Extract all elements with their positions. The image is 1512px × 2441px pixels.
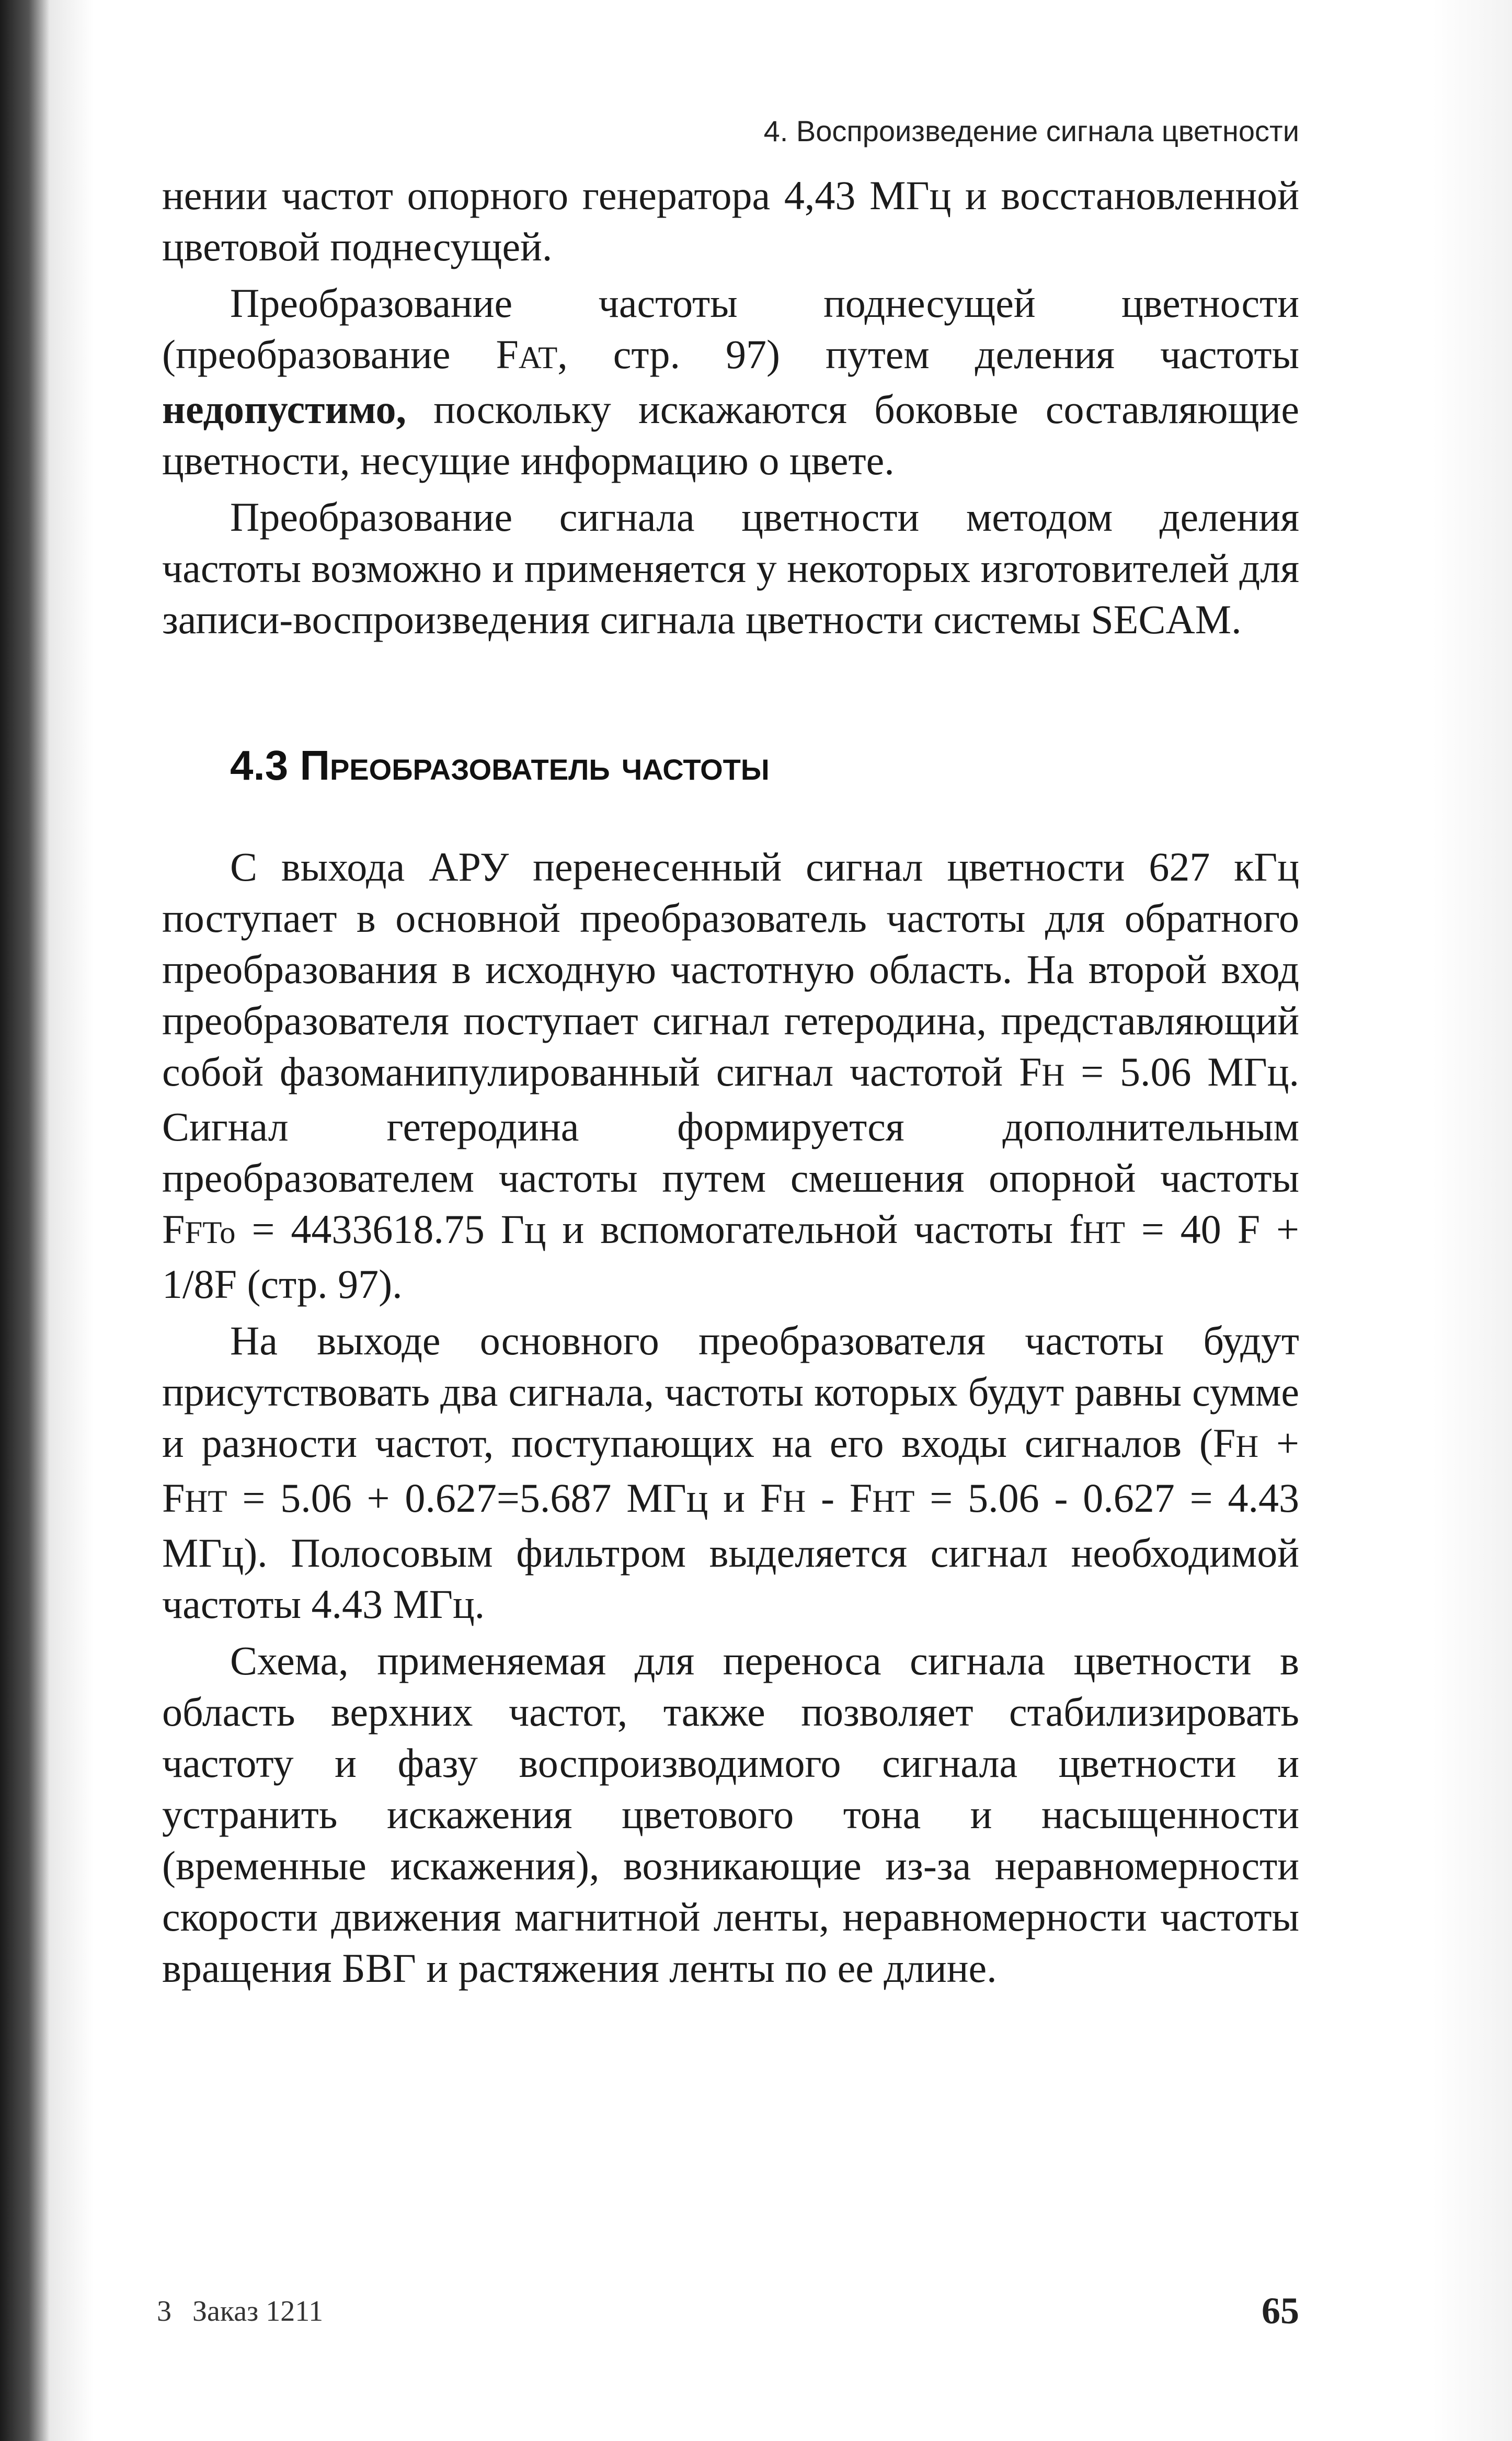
section-heading xyxy=(230,739,1299,792)
running-head: 4. Воспроизведение сигнала цветности xyxy=(763,115,1299,147)
printer-signature xyxy=(157,2295,323,2328)
paragraph-continuation: нении частот опорного генератора 4,43 МГц и восстановленной цветовой поднесущей. xyxy=(162,173,1299,269)
text-run: На выходе основного преобразователя частоты будут присутствовать два сигнала, частоты которых будут равны сумме и разности частот, поступающих на его входы сигналов (F xyxy=(162,1318,1299,1466)
subscript: Н xyxy=(783,1484,806,1519)
text-run: С выхода АРУ перенесенный сигнал цветности 627 кГц поступает в основной преобразователь частоты для обратного преобразования в исходную частотную область. На второй вход преобразователя поступает сигнал гетеродина, представляющий собой фазоманипулированный сигнал частотой F xyxy=(162,844,1299,1094)
text-run: = 40 F + 1/8F (стр. 97). xyxy=(162,1206,1299,1307)
paragraph-secam: Преобразование сигнала цветности методом деления частоты возможно и применяется у некоторых изготовителей для записи-воспроизведения сигнала цветности системы SECAM. xyxy=(162,494,1299,642)
text-run: = 5.06 МГц. Сигнал гетеродина формируется дополнительным преобразователем частоты путем смешения опорной частоты F xyxy=(162,1049,1299,1252)
signature-number: 3 xyxy=(157,2295,171,2328)
subscript: НТ xyxy=(185,1484,227,1519)
text-run: - F xyxy=(806,1475,873,1521)
text-run: поскольку искажаются боковые составляющие цветности, несущие информацию о цвете. xyxy=(162,386,1299,483)
subscript: НТ xyxy=(872,1484,915,1519)
subscript: HT xyxy=(1082,1215,1125,1250)
paragraph-converter-output xyxy=(162,1315,1299,1630)
text-run: Преобразование частоты поднесущей цветности (преобразование F xyxy=(162,280,1299,377)
paragraph-agc-output xyxy=(162,841,1299,1310)
subscript: Н xyxy=(1235,1429,1259,1464)
binding-shadow xyxy=(0,0,50,2441)
text-run: = 5.06 + 0.627=5.687 МГц и F xyxy=(227,1475,783,1521)
subscript: FTo xyxy=(185,1215,236,1250)
order-number: Заказ 1211 xyxy=(192,2295,324,2328)
emphasis-bold: недопустимо, xyxy=(162,386,407,432)
paragraph-frequency-division xyxy=(162,278,1299,486)
section-number: 4.3 xyxy=(230,742,289,789)
section-title: Преобразователь частоты xyxy=(300,742,770,789)
text-run: + F xyxy=(162,1420,1299,1521)
text-run: = 5.06 - 0.627 = 4.43 МГц). Полосовым фильтром выделяется сигнал необходимой частоты 4.43 МГц. xyxy=(162,1475,1299,1627)
page-number: 65 xyxy=(1262,2290,1299,2332)
text-run: , стр. 97) путем деления частоты xyxy=(557,332,1299,377)
subscript: Н xyxy=(1041,1058,1065,1093)
page-body xyxy=(162,170,1299,1994)
text-run: = 4433618.75 Гц и вспомогательной частоты f xyxy=(235,1206,1083,1252)
subscript: AT xyxy=(518,340,558,375)
paragraph-scheme: Схема, применяемая для переноса сигнала цветности в область верхних частот, также позволяет стабилизировать частоту и фазу воспроизводимого сигнала цветности и устранить искажения цветового тона и насыщенности (временные искажения), возникающие из-за неравномерности скорости движения магнитной ленты, неравномерности частоты вращения БВГ и растяжения ленты по ее длине. xyxy=(162,1638,1299,1991)
